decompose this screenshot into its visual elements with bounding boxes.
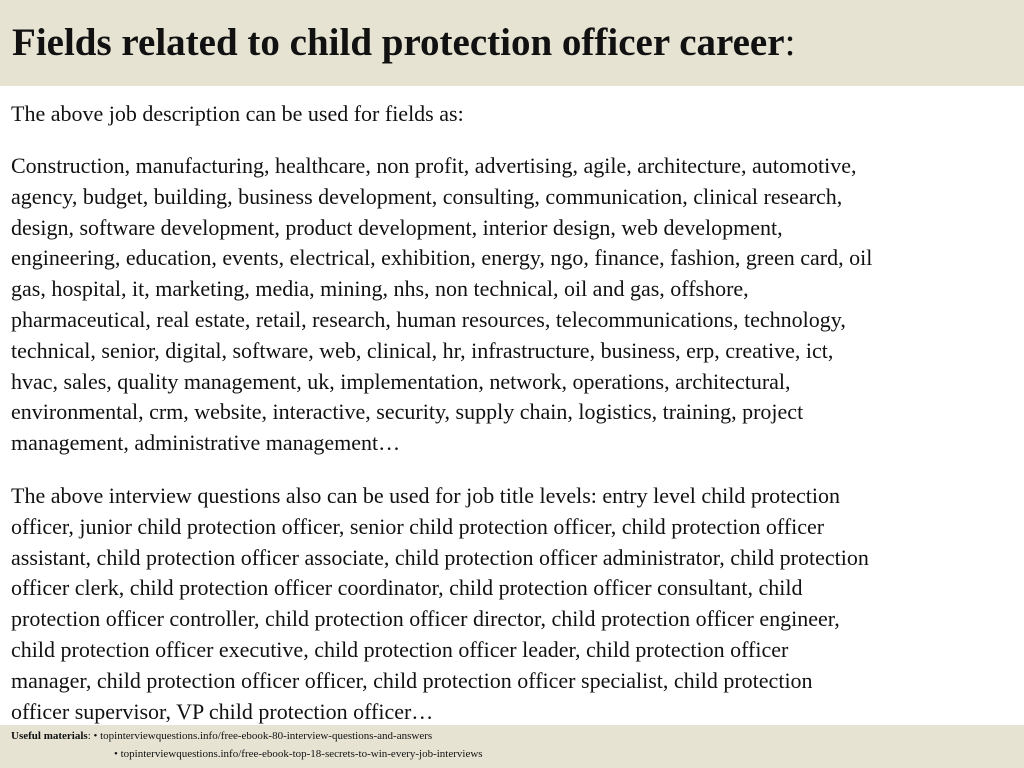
- job-levels-line: officer clerk, child protection officer coordinator, child protection officer consultant, child: [11, 575, 803, 601]
- job-levels-line: The above interview questions also can be used for job title levels: entry level child protection: [11, 482, 841, 508]
- fields-paragraph: [11, 151, 1019, 459]
- footer-row: [11, 728, 432, 744]
- job-levels-line: assistant, child protection officer associate, child protection officer administrator, child protection: [11, 544, 869, 570]
- footer-row: [114, 746, 483, 762]
- intro-text: The above job description can be used for fields as:: [11, 101, 464, 126]
- fields-line: pharmaceutical, real estate, retail, research, human resources, telecommunications, technology,: [11, 306, 846, 332]
- job-levels-line: child protection officer executive, child protection officer leader, child protection officer: [11, 636, 789, 662]
- footer-link-ebook-80-questions[interactable]: • topinterviewquestions.info/free-ebook-80-interview-questions-and-answers: [93, 730, 433, 742]
- job-levels-paragraph: [11, 481, 1019, 727]
- fields-line: environmental, crm, website, interactive, security, supply chain, logistics, training, project: [11, 399, 804, 425]
- footer-bar: [0, 725, 1024, 768]
- fields-line: management, administrative management…: [11, 430, 401, 456]
- footer-link-ebook-18-secrets[interactable]: • topinterviewquestions.info/free-ebook-top-18-secrets-to-win-every-job-interviews: [114, 748, 483, 760]
- fields-line: design, software development, product development, interior design, web development,: [11, 214, 783, 240]
- job-levels-line: officer, junior child protection officer, senior child protection officer, child protection officer: [11, 513, 825, 539]
- fields-line: hvac, sales, quality management, uk, implementation, network, operations, architectural,: [11, 368, 791, 394]
- fields-line: engineering, education, events, electrical, exhibition, energy, ngo, finance, fashion, green card, oil: [11, 245, 873, 271]
- page-title: [12, 18, 795, 68]
- job-levels-line: protection officer controller, child protection officer director, child protection officer engineer,: [11, 606, 840, 632]
- page-title-colon: :: [784, 21, 796, 64]
- fields-line: technical, senior, digital, software, web, clinical, hr, infrastructure, business, erp, creative, ict,: [11, 337, 834, 363]
- job-levels-line: officer supervisor, VP child protection officer…: [11, 698, 434, 724]
- fields-line: gas, hospital, it, marketing, media, mining, nhs, non technical, oil and gas, offshore,: [11, 276, 749, 302]
- footer-separator: :: [87, 730, 94, 742]
- job-levels-line: manager, child protection officer officer, child protection officer specialist, child protection: [11, 667, 813, 693]
- useful-materials-label: Useful materials: [11, 730, 88, 742]
- title-bar: [0, 0, 1024, 86]
- fields-line: agency, budget, building, business development, consulting, communication, clinical research,: [11, 183, 843, 209]
- fields-line: Construction, manufacturing, healthcare, non profit, advertising, agile, architecture, automotive,: [11, 153, 857, 178]
- page-title-text: Fields related to child protection officer career: [12, 21, 785, 64]
- slide-body: [11, 98, 1019, 727]
